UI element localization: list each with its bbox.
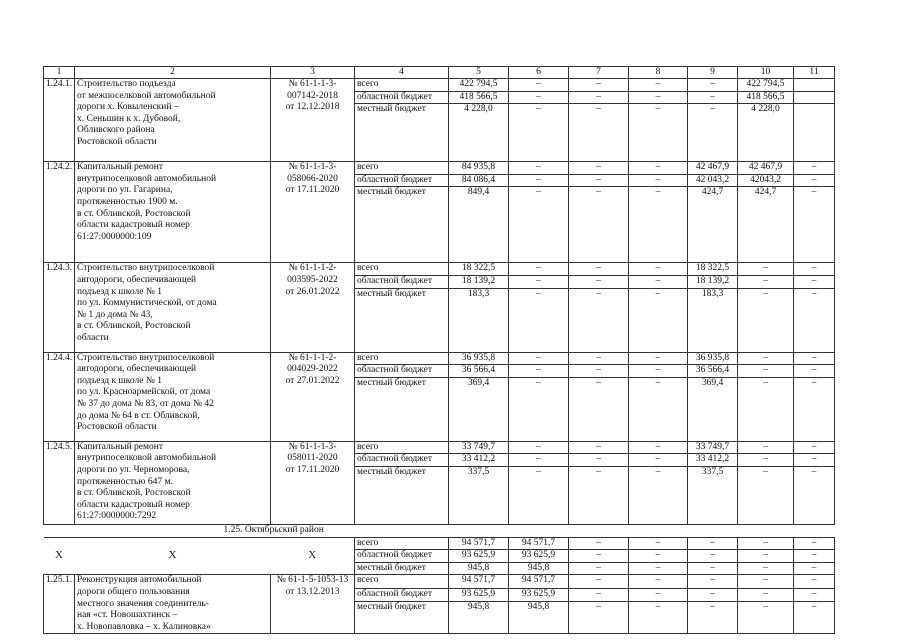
amount-cell: – (509, 187, 569, 263)
amount-cell: 93 625,9 (509, 550, 569, 563)
amount-cell: 422 794,5 (449, 79, 509, 92)
amount-cell: – (629, 575, 688, 588)
amount-cell: 18 139,2 (449, 275, 509, 288)
amount-cell: – (569, 466, 629, 524)
amount-cell: – (688, 602, 738, 634)
amount-cell (794, 91, 835, 104)
amount-cell: – (569, 602, 629, 634)
object-name-line: протяженностью 647 м. (77, 476, 173, 487)
amount-cell: – (738, 454, 794, 467)
object-name-line: Ростовской области (77, 422, 157, 433)
amount-cell: – (794, 454, 835, 467)
expertise-doc-line: № 61-1-1-3- (288, 162, 337, 173)
column-number: 1 (44, 67, 75, 79)
amount-cell: – (629, 588, 688, 601)
amount-cell: – (629, 91, 688, 104)
amount-cell: – (794, 575, 835, 588)
amount-cell: 33 412,2 (449, 454, 509, 467)
amount-cell: – (569, 365, 629, 378)
amount-cell: – (794, 275, 835, 288)
amount-cell: 36 566,4 (449, 365, 509, 378)
expertise-doc-line: 003595-2022 (287, 274, 338, 285)
item-number: 1.24.4. (44, 352, 75, 441)
expertise-doc-line: от 26.01.2022 (285, 286, 340, 297)
amount-cell: – (738, 466, 794, 524)
expertise-doc-line: № 61-1-1-3- (288, 79, 337, 89)
object-name-line: Капитальный ремонт (77, 441, 164, 452)
amount-cell: – (629, 441, 688, 454)
object-name (75, 162, 271, 263)
amount-cell: – (509, 91, 569, 104)
amount-cell: 84 935,8 (449, 162, 509, 175)
column-number: 5 (449, 67, 509, 79)
item-number: 1.25.1. (44, 575, 75, 634)
object-name-line: области кадастровый номер (77, 499, 190, 510)
amount-cell: 93 625,9 (449, 550, 509, 563)
amount-cell: – (569, 454, 629, 467)
amount-cell: 42 467,9 (688, 162, 738, 175)
amount-cell (794, 104, 835, 162)
amount-cell: – (629, 79, 688, 92)
amount-cell: – (688, 588, 738, 601)
amount-cell: – (738, 588, 794, 601)
amount-cell: – (794, 174, 835, 187)
amount-cell: – (569, 288, 629, 352)
object-name-line: Строительство внутрипоселковой (77, 263, 215, 274)
amount-cell: – (569, 352, 629, 365)
amount-cell: 94 571,7 (509, 575, 569, 588)
funding-source: всего (355, 441, 449, 454)
amount-cell: – (629, 454, 688, 467)
amount-cell: – (738, 263, 794, 276)
amount-cell: 36 935,8 (688, 352, 738, 365)
object-name-line: х. Новопавловка – х. Калиновка» (77, 621, 211, 632)
amount-cell: 94 571,7 (449, 575, 509, 588)
amount-cell: – (509, 377, 569, 441)
amount-cell: – (629, 263, 688, 276)
object-name-line: дороги общего пользования (77, 586, 190, 597)
amount-cell: – (509, 162, 569, 175)
amount-cell: 945,8 (449, 602, 509, 634)
object-name-line: 61:27:0000000:7292 (77, 511, 157, 522)
funding-source: всего (355, 352, 449, 365)
amount-cell: – (569, 441, 629, 454)
amount-cell: 4 228,0 (738, 104, 794, 162)
amount-cell: 424,7 (738, 187, 794, 263)
funding-source: местный бюджет (355, 288, 449, 352)
expertise-doc-line: от 12.12.2018 (285, 102, 340, 113)
amount-cell: – (688, 537, 738, 550)
amount-cell: – (569, 91, 629, 104)
amount-cell: 337,5 (449, 466, 509, 524)
amount-cell: – (509, 79, 569, 92)
amount-cell: – (794, 441, 835, 454)
amount-cell: – (794, 550, 835, 563)
amount-cell: 945,8 (509, 562, 569, 575)
column-number: 2 (75, 67, 271, 79)
column-number: 10 (738, 67, 794, 79)
amount-cell: – (509, 352, 569, 365)
x-mark: Х (75, 537, 271, 575)
table-row (44, 162, 835, 175)
object-name-line: протяженностью 1900 м. (77, 196, 178, 207)
amount-cell: – (569, 377, 629, 441)
amount-cell: 36 935,8 (449, 352, 509, 365)
funding-source: областной бюджет (355, 454, 449, 467)
amount-cell: 33 749,7 (688, 441, 738, 454)
amount-cell (794, 79, 835, 92)
amount-cell: – (629, 537, 688, 550)
object-name-line: № 37 до дома № 83, от дома № 42 (77, 398, 214, 409)
item-number: 1.24.3. (44, 263, 75, 352)
x-mark: Х (271, 537, 355, 575)
district-row (44, 524, 835, 537)
amount-cell: – (569, 174, 629, 187)
column-number: 6 (509, 67, 569, 79)
amount-cell: – (509, 174, 569, 187)
amount-cell: 36 566,4 (688, 365, 738, 378)
object-name-line: в ст. Обливской, Ростовской (77, 321, 191, 332)
funding-source: местный бюджет (355, 377, 449, 441)
object-name-line: дороги х. Ковыленский – (77, 102, 179, 113)
amount-cell: – (569, 550, 629, 563)
amount-cell: – (738, 288, 794, 352)
funding-source: всего (355, 79, 449, 92)
expertise-doc (271, 162, 355, 263)
district-total-row (44, 537, 835, 550)
column-number: 9 (688, 67, 738, 79)
expertise-doc-line: 058011-2020 (287, 453, 338, 464)
amount-cell: – (629, 187, 688, 263)
amount-cell: – (688, 562, 738, 575)
object-name-line: области кадастровый номер (77, 220, 190, 231)
amount-cell: – (509, 466, 569, 524)
object-name-line: от межпоселковой автомобильной (77, 90, 216, 101)
object-name-line: в ст. Обливской, Ростовской (77, 488, 191, 499)
column-number: 3 (271, 67, 355, 79)
amount-cell: 42043,2 (738, 174, 794, 187)
amount-cell: – (569, 162, 629, 175)
amount-cell: – (629, 352, 688, 365)
amount-cell: 369,4 (449, 377, 509, 441)
amount-cell: – (629, 377, 688, 441)
amount-cell: 183,3 (688, 288, 738, 352)
amount-cell: 424,7 (688, 187, 738, 263)
amount-cell: 93 625,9 (509, 588, 569, 601)
table-row (44, 441, 835, 454)
object-name-line: Обливского района (77, 125, 155, 136)
amount-cell: 93 625,9 (449, 588, 509, 601)
amount-cell: 18 322,5 (688, 263, 738, 276)
expertise-doc (271, 575, 355, 634)
expertise-doc-line: № 61-1-1-3- (288, 441, 337, 452)
amount-cell: 945,8 (509, 602, 569, 634)
amount-cell: – (509, 454, 569, 467)
amount-cell: 94 571,7 (449, 537, 509, 550)
amount-cell: – (794, 162, 835, 175)
amount-cell: – (794, 466, 835, 524)
amount-cell: – (569, 275, 629, 288)
funding-source: местный бюджет (355, 562, 449, 575)
amount-cell: – (688, 575, 738, 588)
funding-source: всего (355, 575, 449, 588)
table-row (44, 575, 835, 588)
object-name (75, 575, 271, 634)
amount-cell: – (509, 104, 569, 162)
column-number: 8 (629, 67, 688, 79)
table-row (44, 263, 835, 276)
object-name-line: местного значения соединитель- (77, 598, 209, 609)
funding-source: всего (355, 162, 449, 175)
funding-source: областной бюджет (355, 91, 449, 104)
expertise-doc (271, 263, 355, 352)
district-title: 1.25. Октябрьский район (44, 524, 835, 537)
object-name (75, 441, 271, 524)
expertise-doc-line: № 61-1-1-2- (288, 263, 337, 274)
amount-cell: – (738, 537, 794, 550)
amount-cell: – (738, 352, 794, 365)
x-mark: Х (44, 537, 75, 575)
object-name (75, 79, 271, 162)
amount-cell: 94 571,7 (509, 537, 569, 550)
expertise-doc-line: 004029-2022 (287, 364, 338, 375)
column-number: 4 (355, 67, 449, 79)
amount-cell: – (738, 602, 794, 634)
amount-cell: – (569, 588, 629, 601)
amount-cell: – (738, 562, 794, 575)
amount-cell: – (794, 352, 835, 365)
object-name-line: внутрипоселковой автомобильной (77, 453, 217, 464)
item-number: 1.24.5. (44, 441, 75, 524)
funding-source: областной бюджет (355, 275, 449, 288)
amount-cell: 418 566,5 (738, 91, 794, 104)
amount-cell: – (794, 365, 835, 378)
amount-cell: – (738, 377, 794, 441)
amount-cell: – (629, 104, 688, 162)
object-name-line: области (77, 332, 109, 343)
object-name-line: Капитальный ремонт (77, 162, 164, 173)
amount-cell: 42 467,9 (738, 162, 794, 175)
amount-cell: – (629, 602, 688, 634)
amount-cell: 849,4 (449, 187, 509, 263)
object-name-line: подъезд к школе № 1 (77, 286, 163, 297)
funding-source: областной бюджет (355, 550, 449, 563)
amount-cell: – (794, 377, 835, 441)
object-name-line: х. Сеньшин к х. Дубовой, (77, 113, 181, 124)
amount-cell: – (794, 588, 835, 601)
table-row (44, 79, 835, 92)
amount-cell: 418 566,5 (449, 91, 509, 104)
object-name-line: в ст. Обливской, Ростовской (77, 208, 191, 219)
amount-cell: – (738, 275, 794, 288)
amount-cell: – (688, 104, 738, 162)
column-number: 11 (794, 67, 835, 79)
amount-cell: – (629, 365, 688, 378)
object-name-line: ная «ст. Новошахтинск – (77, 610, 178, 621)
object-name-line: внутрипоселковой автомобильной (77, 173, 217, 184)
amount-cell: – (629, 466, 688, 524)
expertise-doc-line: № 61-1-5-1053-13 (276, 575, 349, 586)
amount-cell: – (738, 441, 794, 454)
table-header (44, 67, 835, 79)
expertise-doc-line: от 17.11.2020 (285, 464, 340, 475)
funding-source: местный бюджет (355, 602, 449, 634)
item-number: 1.24.1. (44, 79, 75, 162)
amount-cell: 183,3 (449, 288, 509, 352)
amount-cell: – (569, 79, 629, 92)
object-name-line: по ул. Коммунистической, от дома (77, 298, 217, 309)
expertise-doc-line: от 27.01.2022 (285, 375, 340, 386)
object-name-line: Реконструкция автомобильной (77, 575, 202, 586)
amount-cell: 422 794,5 (738, 79, 794, 92)
funding-source: местный бюджет (355, 104, 449, 162)
object-name-line: дороги по ул. Черноморова, (77, 464, 190, 475)
object-name-line: Строительство внутрипоселковой (77, 352, 215, 363)
amount-cell: 18 139,2 (688, 275, 738, 288)
amount-cell: – (629, 162, 688, 175)
expertise-doc (271, 441, 355, 524)
amount-cell: – (794, 263, 835, 276)
object-name-line: до дома № 64 в ст. Обливской, (77, 410, 200, 421)
column-number: 7 (569, 67, 629, 79)
expertise-doc (271, 79, 355, 162)
expertise-doc-line: № 61-1-1-2- (288, 352, 337, 363)
expertise-doc-line: 007142-2018 (287, 90, 338, 101)
amount-cell: – (738, 550, 794, 563)
amount-cell: 33 749,7 (449, 441, 509, 454)
object-name-line: 61:27:0000000:109 (77, 231, 152, 242)
amount-cell: – (509, 275, 569, 288)
amount-cell: – (509, 441, 569, 454)
amount-cell: – (569, 562, 629, 575)
funding-source: областной бюджет (355, 174, 449, 187)
amount-cell: – (569, 263, 629, 276)
object-name-line: Строительство подъезда (77, 79, 176, 89)
amount-cell: – (509, 263, 569, 276)
amount-cell: – (794, 602, 835, 634)
amount-cell: 18 322,5 (449, 263, 509, 276)
amount-cell: – (738, 575, 794, 588)
amount-cell: 4 228,0 (449, 104, 509, 162)
amount-cell: – (688, 91, 738, 104)
amount-cell: – (569, 575, 629, 588)
amount-cell: – (509, 288, 569, 352)
amount-cell: – (794, 537, 835, 550)
funding-source: всего (355, 537, 449, 550)
object-name (75, 263, 271, 352)
amount-cell: 42 043,2 (688, 174, 738, 187)
amount-cell: 84 086,4 (449, 174, 509, 187)
object-name-line: Ростовской области (77, 136, 157, 147)
amount-cell: – (509, 365, 569, 378)
amount-cell: – (629, 288, 688, 352)
amount-cell: – (738, 365, 794, 378)
amount-cell: – (569, 537, 629, 550)
amount-cell: – (629, 275, 688, 288)
object-name (75, 352, 271, 441)
amount-cell: – (688, 79, 738, 92)
funding-source: областной бюджет (355, 365, 449, 378)
table-row (44, 352, 835, 365)
amount-cell: – (569, 104, 629, 162)
funding-source: областной бюджет (355, 588, 449, 601)
amount-cell: – (629, 550, 688, 563)
expertise-doc-line: от 17.11.2020 (285, 185, 340, 196)
funding-source: местный бюджет (355, 187, 449, 263)
expertise-doc-line: от 13.12.2013 (285, 586, 340, 597)
amount-cell: – (794, 187, 835, 263)
object-name-line: № 1 до дома № 43, (77, 309, 153, 320)
budget-table (43, 66, 835, 634)
expertise-doc (271, 352, 355, 441)
amount-cell: 337,5 (688, 466, 738, 524)
expertise-doc-line: 058066-2020 (287, 173, 338, 184)
item-number: 1.24.2. (44, 162, 75, 263)
object-name-line: по ул. Красноармейской, от дома (77, 387, 211, 398)
amount-cell: 33 412,2 (688, 454, 738, 467)
object-name-line: дороги по ул. Гагарина, (77, 185, 173, 196)
amount-cell: – (629, 562, 688, 575)
amount-cell: – (794, 288, 835, 352)
amount-cell: – (688, 550, 738, 563)
object-name-line: автодороги, обеспечивающей (77, 364, 197, 375)
funding-source: всего (355, 263, 449, 276)
amount-cell: – (794, 562, 835, 575)
amount-cell: – (629, 174, 688, 187)
funding-source: местный бюджет (355, 466, 449, 524)
amount-cell: – (569, 187, 629, 263)
object-name-line: подъезд к школе № 1 (77, 375, 163, 386)
amount-cell: 945,8 (449, 562, 509, 575)
object-name-line: автодороги, обеспечивающей (77, 274, 197, 285)
amount-cell: 369,4 (688, 377, 738, 441)
